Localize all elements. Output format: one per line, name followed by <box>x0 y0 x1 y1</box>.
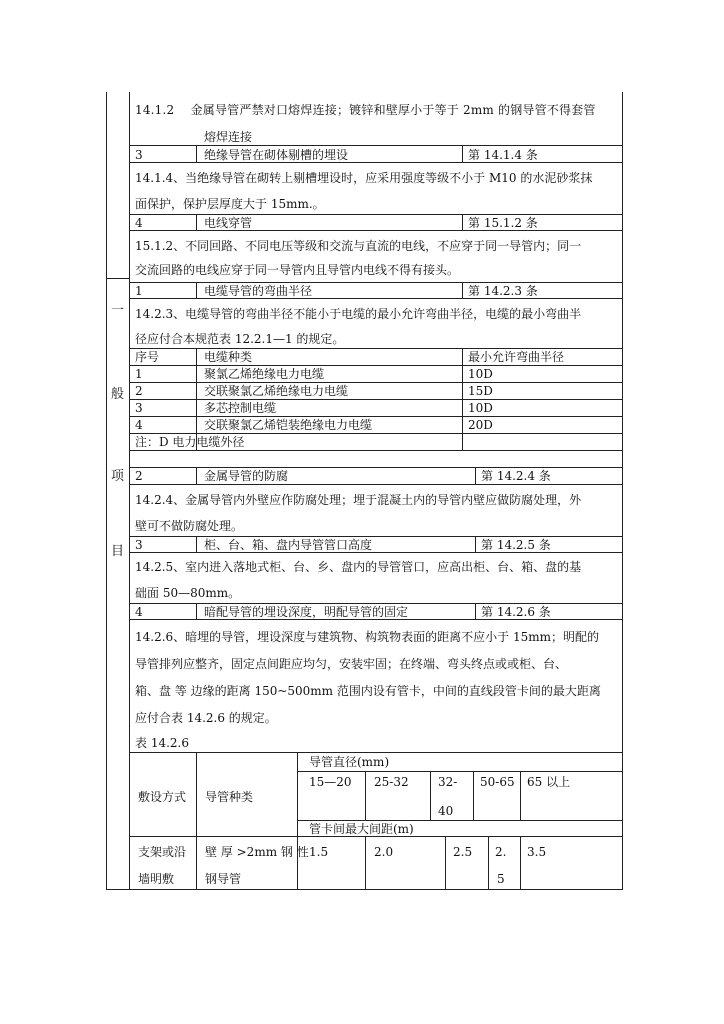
cell-divider <box>462 348 463 450</box>
rule <box>129 162 622 163</box>
rule <box>129 230 622 231</box>
rule <box>129 282 622 283</box>
cell-divider <box>196 467 197 484</box>
item-reference: 第 14.1.4 条 <box>468 148 538 162</box>
item-title: 金属导管的防腐 <box>204 469 289 483</box>
rule <box>129 619 622 620</box>
outer-border-left <box>106 92 107 890</box>
table-cell: 2 <box>135 384 143 398</box>
clause-text: 14.2.3、电缆导管的弯曲半径不能小于电缆的最小允许弯曲半径，电缆的最小弯曲半 <box>135 307 582 321</box>
item-title: 暗配导管的埋设深度，明配导管的固定 <box>204 605 409 619</box>
table-header: 电缆种类 <box>204 350 253 364</box>
clause-14-1-2-line2: 熔焊连接 <box>204 130 253 144</box>
table-cell: 10D <box>468 367 493 381</box>
table-header: 最小允许弯曲半径 <box>468 350 565 364</box>
clause-text: 14.1.4、当绝缘导管在砌转上剔槽埋设时，应采用强度等级不小于 M10 的水泥砂浆抹 <box>135 171 593 185</box>
rule <box>129 752 622 753</box>
rule <box>129 836 622 837</box>
cell-divider <box>297 752 298 889</box>
rule <box>129 433 622 434</box>
rule <box>129 467 622 468</box>
cell-divider <box>488 836 489 889</box>
item-reference: 第 14.2.6 条 <box>481 605 551 619</box>
table-cell: 1 <box>135 367 143 381</box>
item-title: 电线穿管 <box>204 216 253 230</box>
table-cell: 2.0 <box>374 845 394 859</box>
table-cell: 壁 厚 >2mm 钢 性 <box>205 845 309 859</box>
table-header: 40 <box>438 804 454 818</box>
item-reference: 第 14.2.3 条 <box>468 284 538 298</box>
item-reference: 第 14.2.5 条 <box>481 538 551 552</box>
side-label-char: 项 <box>111 469 125 484</box>
item-number: 4 <box>135 605 143 619</box>
cell-divider <box>462 145 463 162</box>
table-cell: 3.5 <box>527 845 547 859</box>
cell-divider <box>365 836 366 889</box>
table-cell: 2. <box>495 845 507 859</box>
rule <box>129 536 622 537</box>
item-number: 1 <box>135 284 143 298</box>
clause-text: 交流回路的电线应穿于同一导管内且导管内电线不得有接头。 <box>135 263 460 277</box>
table-cell: 交联聚氯乙烯铠装绝缘电力电缆 <box>204 418 373 432</box>
table-cell: 5 <box>497 872 505 886</box>
side-divider <box>106 278 129 279</box>
table-cell: 聚氯乙烯绝缘电力电缆 <box>204 367 325 381</box>
rule <box>129 214 622 215</box>
item-reference: 第 14.2.4 条 <box>481 469 551 483</box>
clause-text: 壁可不做防腐处理。 <box>135 519 244 533</box>
rule <box>129 298 622 299</box>
clause-text: 箱、盘 等 边缘的距离 150~500mm 范围内设有管卡，中间的直线段管卡间的最大距离 <box>135 684 601 698</box>
clause-text: 径应付合本规范表 12.2.1—1 的规定。 <box>135 332 345 346</box>
cell-divider <box>475 467 476 484</box>
rule <box>129 145 622 146</box>
table-cell: 1.5 <box>309 845 329 859</box>
rule <box>129 416 622 417</box>
clause-text: 导管排列应整齐，固定点间距应均匀，安装牢固；在终端、弯头终点或或柜、台、 <box>135 657 568 671</box>
item-title: 电缆导管的弯曲半径 <box>204 284 313 298</box>
rule <box>129 382 622 383</box>
bottom-border <box>106 889 622 890</box>
cell-divider <box>445 836 446 889</box>
cell-divider <box>196 752 197 889</box>
cell-divider <box>475 536 476 552</box>
cell-divider <box>473 771 474 820</box>
cell-divider <box>462 214 463 230</box>
table-cell: 4 <box>135 418 143 432</box>
item-reference: 第 15.1.2 条 <box>468 216 538 230</box>
table-header: 管卡间最大间距(m) <box>309 822 414 836</box>
cell-divider <box>196 214 197 230</box>
cell-divider <box>196 603 197 619</box>
side-label-char: 般 <box>111 387 125 402</box>
clause-text: 应付合表 14.2.6 的规定。 <box>135 711 277 725</box>
table-cell: 20D <box>468 418 493 432</box>
item-number: 4 <box>135 216 143 230</box>
cell-divider <box>196 536 197 552</box>
cell-divider <box>365 771 366 820</box>
table-cell: 多芯控制电缆 <box>204 401 277 415</box>
cell-divider <box>475 603 476 619</box>
table-cell: 钢导管 <box>205 872 242 886</box>
cell-divider <box>520 836 521 889</box>
table-caption: 表 14.2.6 <box>135 736 189 750</box>
cell-divider <box>196 282 197 298</box>
rule <box>129 399 622 400</box>
table-cell: 墙明敷 <box>138 872 175 886</box>
table-header: 65 以上 <box>527 775 571 789</box>
rule <box>129 348 622 349</box>
table-note: 注：D 电力电缆外径 <box>135 435 245 449</box>
table-cell: 交联聚氯乙烯绝缘电力电缆 <box>204 384 349 398</box>
clause-text: 14.2.6、暗埋的导管，埋设深度与建筑物、构筑物表面的距离不应小于 15mm；明配的 <box>135 630 600 644</box>
outer-border-right <box>622 92 623 890</box>
table-header: 25-32 <box>374 775 409 789</box>
table-header: 导管种类 <box>205 790 254 804</box>
rule <box>129 450 622 451</box>
rule <box>129 603 622 604</box>
side-label-char: 目 <box>111 544 125 559</box>
rule <box>297 820 622 821</box>
item-number: 2 <box>135 469 143 483</box>
item-number: 3 <box>135 148 143 162</box>
table-cell: 10D <box>468 401 493 415</box>
table-header: 15—20 <box>309 775 352 789</box>
clause-text: 14.2.5、室内进入落地式柜、台、乡、盘内的导管管口，应高出柜、台、箱、盘的基 <box>135 560 582 574</box>
item-title: 绝缘导管在砌体剔槽的埋设 <box>204 148 349 162</box>
cell-divider <box>430 771 431 820</box>
table-header: 敷设方式 <box>138 790 187 804</box>
table-cell: 2.5 <box>453 845 473 859</box>
table-cell: 3 <box>135 401 143 415</box>
item-number: 3 <box>135 538 143 552</box>
table-header: 导管直径(mm) <box>309 755 390 769</box>
table-header: 32- <box>438 775 458 789</box>
rule <box>129 365 622 366</box>
item-title: 柜、台、箱、盘内导管管口高度 <box>204 538 373 552</box>
clause-14-1-2-line1: 14.1.2 金属导管严禁对口熔焊连接；镀锌和壁厚小于等于 2mm 的钢导管不得套管 <box>135 103 596 117</box>
rule <box>297 771 622 772</box>
side-column-divider <box>129 92 130 890</box>
table-header: 50-65 <box>480 775 515 789</box>
rule <box>129 484 622 485</box>
clause-text: 14.2.4、金属导管内外壁应作防腐处理；埋于混凝土内的导管内壁应做防腐处理，外 <box>135 493 582 507</box>
table-cell: 15D <box>468 384 493 398</box>
table-cell: 支架或沿 <box>138 845 187 859</box>
side-label-char: 一 <box>111 303 125 318</box>
cell-divider <box>462 282 463 298</box>
table-header: 序号 <box>135 350 160 364</box>
cell-divider <box>196 145 197 162</box>
clause-text: 15.1.2、不同回路、不同电压等级和交流与直流的电线，不应穿于同一导管内；同一 <box>135 239 582 253</box>
cell-divider <box>520 771 521 820</box>
clause-text: 面保护，保护层厚度大于 15mm.。 <box>135 197 325 211</box>
rule <box>129 552 622 553</box>
clause-text: 础面 50—80mm。 <box>135 586 241 600</box>
